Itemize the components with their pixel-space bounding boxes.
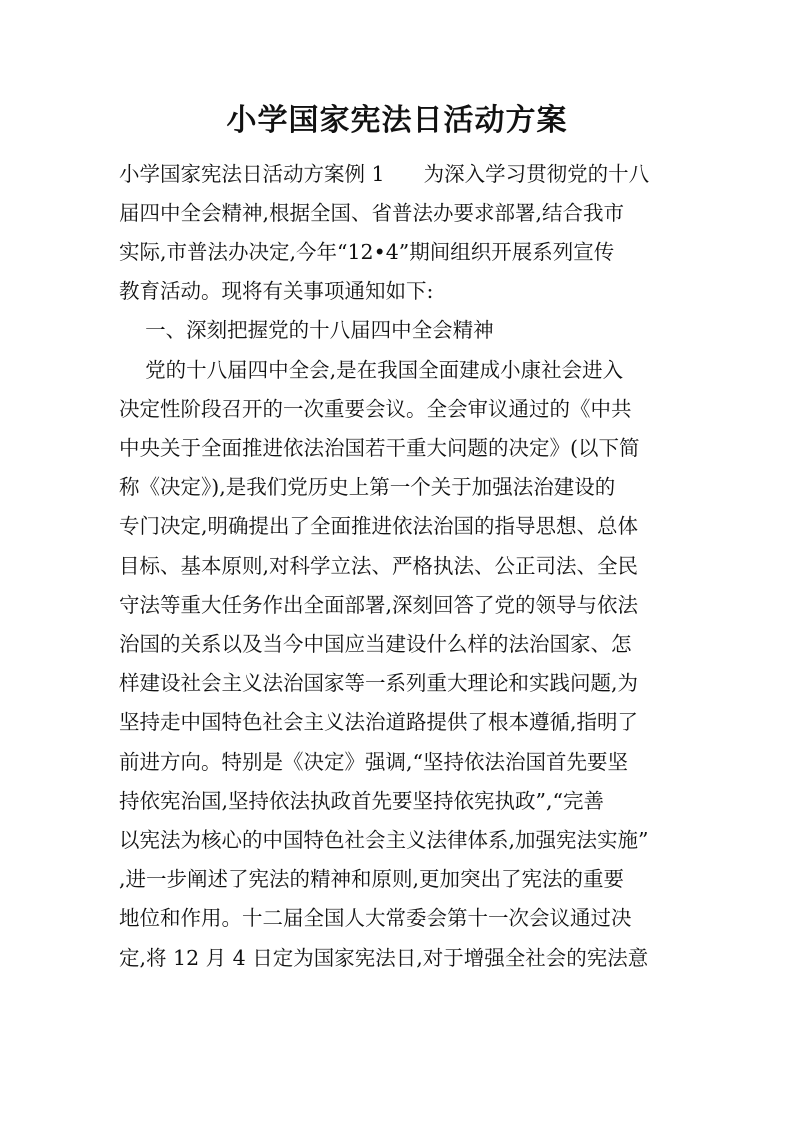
- body-line: 定,将 12 月 4 日定为国家宪法日,对于增强全社会的宪法意: [119, 946, 649, 970]
- body-line: 目标、基本原则,对科学立法、严格执法、公正司法、全民: [119, 554, 639, 578]
- body-line: 小学国家宪法日活动方案例 1 为深入学习贯彻党的十八: [119, 162, 650, 186]
- body-line: ,进一步阐述了宪法的精神和原则,更加突出了宪法的重要: [119, 867, 625, 891]
- body-line: 持依宪治国,坚持依法执政首先要坚持依宪执政”,“完善: [119, 789, 604, 813]
- body-line: 称《决定》),是我们党历史上第一个关于加强法治建设的: [119, 475, 616, 499]
- body-line: 专门决定,明确提出了全面推进依法治国的指导思想、总体: [119, 514, 639, 538]
- body-line: 以宪法为核心的中国特色社会主义法律体系,加强宪法实施”: [119, 828, 649, 852]
- body-line: 实际,市普法办决定,今年“12•4”期间组织开展系列宣传: [119, 240, 615, 264]
- section-heading: 一、深刻把握党的十八届四中全会精神: [119, 318, 494, 342]
- body-line: 教育活动。现将有关事项通知如下:: [119, 279, 434, 303]
- body-line: 中央关于全面推进依法治国若干重大问题的决定》(以下简: [119, 436, 640, 460]
- document-title: 小学国家宪法日活动方案: [226, 103, 568, 138]
- body-line: 坚持走中国特色社会主义法治道路提供了根本遵循,指明了: [119, 710, 639, 734]
- body-line: 地位和作用。十二届全国人大常委会第十一次会议通过决: [119, 906, 632, 930]
- body-line: 样建设社会主义法治国家等一系列重大理论和实践问题,为: [119, 671, 639, 695]
- body-line: 前进方向。特别是《决定》强调,“坚持依法治国首先要坚: [119, 750, 628, 774]
- body-line: 守法等重大任务作出全面部署,深刻回答了党的领导与依法: [119, 593, 639, 617]
- body-line: 治国的关系以及当今中国应当建设什么样的法治国家、怎: [119, 632, 632, 656]
- body-line: 届四中全会精神,根据全国、省普法办要求部署,结合我市: [119, 201, 625, 225]
- body-line: 决定性阶段召开的一次重要会议。全会审议通过的《中共: [119, 397, 632, 421]
- body-line: 党的十八届四中全会,是在我国全面建成小康社会进入: [119, 358, 624, 382]
